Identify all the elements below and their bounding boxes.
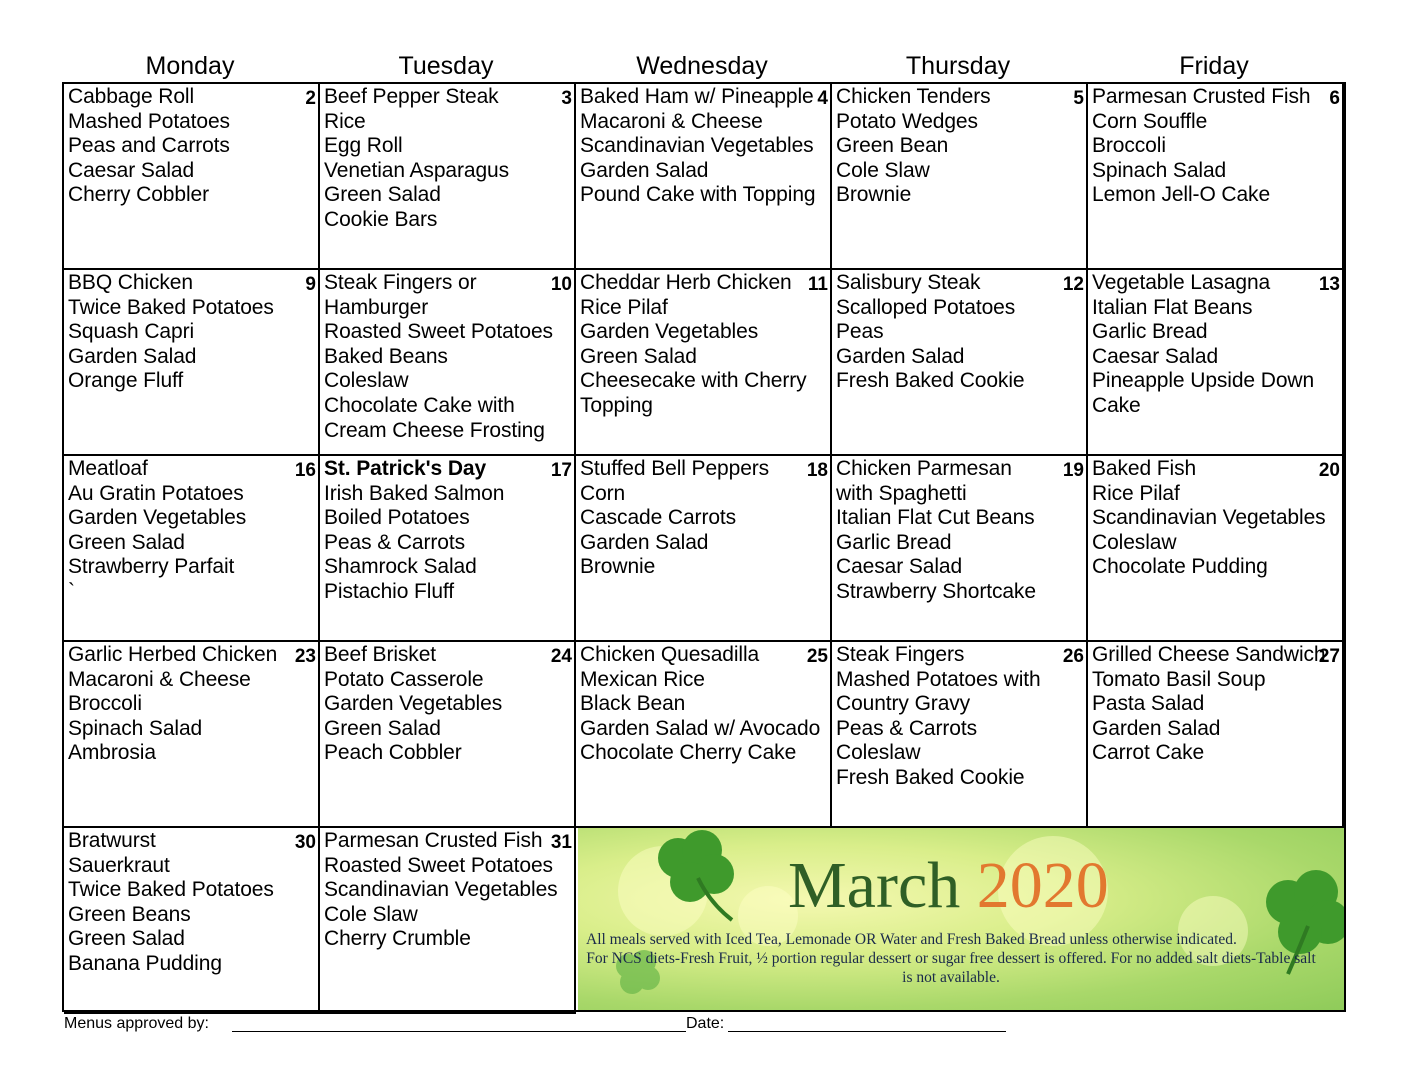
day-number: 4 xyxy=(817,88,828,109)
day-cell xyxy=(320,642,576,828)
menu-item: Grilled Cheese Sandwich xyxy=(1092,643,1326,666)
day-number: 18 xyxy=(806,460,828,481)
menu-item: Garden Salad xyxy=(836,344,965,368)
day-number: 10 xyxy=(550,274,572,295)
day-number: 26 xyxy=(1062,646,1084,667)
menu-item: Broccoli xyxy=(68,692,142,716)
menu-item: Peas xyxy=(836,320,884,344)
menu-item: Strawberry Shortcake xyxy=(836,579,1036,603)
menu-item: Salisbury Steak xyxy=(836,271,981,294)
day-header-friday: Friday xyxy=(1179,52,1249,80)
menu-item: BBQ Chicken xyxy=(68,271,193,294)
menu-item: Green Salad xyxy=(68,927,185,951)
menu-item: Scalloped Potatoes xyxy=(836,295,1016,319)
menu-calendar-grid xyxy=(62,82,1346,1012)
banner-notes xyxy=(586,930,1316,987)
menu-item: Cheesecake with Cherry xyxy=(580,369,807,393)
menu-item: Cherry Cobbler xyxy=(68,183,209,207)
menu-item: Rice Pilaf xyxy=(1092,481,1180,505)
banner-note-drinks: All meals served with Iced Tea, Lemonade OR Water and Fresh Baked Bread unless otherwise indicated. xyxy=(586,931,1237,948)
menu-item: Green Salad xyxy=(580,344,697,368)
menu-item: Bratwurst xyxy=(68,829,156,852)
menu-item: Parmesan Crusted Fish xyxy=(1092,85,1311,108)
menu-item: Spinach Salad xyxy=(1092,158,1227,182)
menu-item: Macaroni & Cheese xyxy=(580,109,763,133)
menu-item: Carrot Cake xyxy=(1092,741,1205,765)
menu-item: Scandinavian Vegetables xyxy=(1092,506,1326,530)
menu-item: Chocolate Pudding xyxy=(1092,555,1268,579)
menu-item: Cake xyxy=(1092,393,1141,417)
day-cell xyxy=(576,642,832,828)
menu-item: Stuffed Bell Peppers xyxy=(580,457,770,480)
menu-item: Au Gratin Potatoes xyxy=(68,481,244,505)
day-number: 16 xyxy=(294,460,316,481)
day-number: 11 xyxy=(807,274,828,295)
banner-note-diets: For NCS diets-Fresh Fruit, ½ portion regular dessert or sugar free dessert is offered. For no added salt diets-Table salt is not available. xyxy=(586,950,1316,986)
menu-item: Cream Cheese Frosting xyxy=(324,418,545,442)
menu-item: Cole Slaw xyxy=(324,902,418,926)
menu-item: Fresh Baked Cookie xyxy=(836,369,1025,393)
day-cell xyxy=(64,270,320,456)
day-cell xyxy=(832,642,1088,828)
menu-item: Pineapple Upside Down xyxy=(1092,369,1315,393)
menu-item: Brownie xyxy=(580,555,656,579)
menu-item: Garden Salad xyxy=(68,344,197,368)
menu-item: Macaroni & Cheese xyxy=(68,667,251,691)
menu-item: Boiled Potatoes xyxy=(324,506,470,530)
menu-item: Fresh Baked Cookie xyxy=(836,765,1025,789)
menu-item: Irish Baked Salmon xyxy=(324,481,505,505)
menu-item: Twice Baked Potatoes xyxy=(68,878,274,902)
menu-item: Italian Flat Beans xyxy=(1092,295,1253,319)
day-number: 6 xyxy=(1329,88,1340,109)
menu-item: Green Salad xyxy=(68,530,185,554)
menu-item: Black Bean xyxy=(580,692,686,716)
day-cell xyxy=(320,828,576,1014)
menu-item: Garden Salad xyxy=(1092,716,1221,740)
menu-item: Coleslaw xyxy=(836,741,921,765)
approved-by-signature-line xyxy=(232,1031,686,1032)
day-number: 19 xyxy=(1062,460,1084,481)
day-cell xyxy=(1088,456,1344,642)
menu-item: Mashed Potatoes with xyxy=(836,667,1041,691)
menu-item: Garden Salad xyxy=(580,158,709,182)
day-number: 12 xyxy=(1062,274,1084,295)
menu-item: Topping xyxy=(580,393,653,417)
menu-item: Country Gravy xyxy=(836,692,971,716)
menu-item: Mexican Rice xyxy=(580,667,705,691)
menu-item: Baked Fish xyxy=(1092,457,1197,480)
day-cell xyxy=(1088,84,1344,270)
day-cell xyxy=(832,84,1088,270)
menu-item: Peas & Carrots xyxy=(836,716,977,740)
day-number: 20 xyxy=(1318,460,1340,481)
banner-year: 2020 xyxy=(976,849,1109,922)
banner-month: March xyxy=(788,849,961,922)
menu-item: Meatloaf xyxy=(68,457,148,480)
menu-item: Pistachio Fluff xyxy=(324,579,455,603)
menu-item: Shamrock Salad xyxy=(324,555,477,579)
day-number: 23 xyxy=(294,646,316,667)
menu-item: Garlic Bread xyxy=(1092,320,1208,344)
menu-item: Chicken Tenders xyxy=(836,85,991,108)
menu-item: Scandinavian Vegetables xyxy=(324,878,558,902)
day-header-thursday: Thursday xyxy=(905,52,1011,80)
menu-item: Garden Salad xyxy=(580,530,709,554)
menu-item: Venetian Asparagus xyxy=(324,158,510,182)
menu-item: Beef Brisket xyxy=(324,643,437,666)
menu-item: Garden Vegetables xyxy=(68,506,247,530)
menu-item: Caesar Salad xyxy=(1092,344,1219,368)
menu-item: Rice xyxy=(324,109,366,133)
menu-item: Rice Pilaf xyxy=(580,295,668,319)
day-number: 9 xyxy=(305,274,316,295)
menu-item: Baked Beans xyxy=(324,344,448,368)
day-cell xyxy=(320,456,576,642)
menu-item: Green Bean xyxy=(836,134,949,158)
menu-item: Baked Ham w/ Pineapple xyxy=(580,85,814,108)
banner-title xyxy=(788,846,1109,926)
menu-item: Coleslaw xyxy=(324,369,409,393)
menu-item: Cookie Bars xyxy=(324,207,438,231)
menu-item: Cole Slaw xyxy=(836,158,930,182)
menu-item: Squash Capri xyxy=(68,320,195,344)
menu-item: Steak Fingers or xyxy=(324,271,477,294)
day-header-wednesday: Wednesday xyxy=(636,52,768,80)
day-cell xyxy=(64,456,320,642)
menu-item: Cherry Crumble xyxy=(324,927,471,951)
day-number: 27 xyxy=(1318,646,1340,667)
menu-item: Hamburger xyxy=(324,295,429,319)
menu-item: Corn xyxy=(580,481,626,505)
menu-item: Garlic Herbed Chicken xyxy=(68,643,278,666)
day-number: 3 xyxy=(561,88,572,109)
approved-by-label: Menus approved by: xyxy=(64,1015,209,1032)
menu-item: Mashed Potatoes xyxy=(68,109,230,133)
date-signature-line xyxy=(728,1031,1006,1032)
day-cell xyxy=(832,270,1088,456)
menu-item: Peach Cobbler xyxy=(324,741,462,765)
menu-item: Corn Souffle xyxy=(1092,109,1208,133)
day-cell xyxy=(64,84,320,270)
menu-item: Banana Pudding xyxy=(68,951,222,975)
menu-item: Egg Roll xyxy=(324,134,403,158)
menu-item: Sauerkraut xyxy=(68,853,170,877)
menu-item: Cheddar Herb Chicken xyxy=(580,271,792,294)
menu-item: Roasted Sweet Potatoes xyxy=(324,320,553,344)
menu-item: Garden Vegetables xyxy=(580,320,759,344)
menu-item: Vegetable Lasagna xyxy=(1092,271,1271,294)
menu-item: Lemon Jell-O Cake xyxy=(1092,183,1271,207)
day-header-monday: Monday xyxy=(145,52,235,80)
day-header-tuesday: Tuesday xyxy=(398,52,494,80)
day-cell xyxy=(320,270,576,456)
menu-item: Garden Salad w/ Avocado xyxy=(580,716,821,740)
menu-item: Cascade Carrots xyxy=(580,506,737,530)
day-number: 25 xyxy=(806,646,828,667)
menu-item: Strawberry Parfait xyxy=(68,555,235,579)
day-number: 2 xyxy=(305,88,316,109)
day-cell xyxy=(320,84,576,270)
day-cell xyxy=(1088,642,1344,828)
menu-item: Caesar Salad xyxy=(836,555,963,579)
day-number: 17 xyxy=(550,460,572,481)
menu-item: Garlic Bread xyxy=(836,530,952,554)
menu-item: Tomato Basil Soup xyxy=(1092,667,1266,691)
menu-item: Ambrosia xyxy=(68,741,156,765)
menu-item: Cabbage Roll xyxy=(68,85,195,108)
menu-item: Chicken Parmesan xyxy=(836,457,1012,480)
shamrock-icon xyxy=(640,828,750,928)
menu-item: Peas & Carrots xyxy=(324,530,465,554)
menu-item: Brownie xyxy=(836,183,912,207)
menu-item: Spinach Salad xyxy=(68,716,203,740)
menu-item: Caesar Salad xyxy=(68,158,195,182)
menu-item: Potato Casserole xyxy=(324,667,484,691)
march-banner xyxy=(578,826,1344,1010)
day-cell xyxy=(1088,270,1344,456)
menu-item: St. Patrick's Day xyxy=(324,457,487,480)
day-cell xyxy=(576,270,832,456)
date-label: Date: xyxy=(686,1015,725,1032)
menu-item: Twice Baked Potatoes xyxy=(68,295,274,319)
menu-item: Chocolate Cake with xyxy=(324,393,515,417)
menu-item: Green Salad xyxy=(324,183,441,207)
day-cell xyxy=(64,828,320,1014)
day-number: 30 xyxy=(294,832,316,853)
day-cell xyxy=(64,642,320,828)
menu-item: Green Beans xyxy=(68,902,191,926)
menu-item: ` xyxy=(68,579,75,603)
menu-item: Pasta Salad xyxy=(1092,692,1205,716)
menu-item: Pound Cake with Topping xyxy=(580,183,816,207)
day-number: 13 xyxy=(1318,274,1340,295)
menu-item: Garden Vegetables xyxy=(324,692,503,716)
menu-item: Peas and Carrots xyxy=(68,134,230,158)
menu-item: Roasted Sweet Potatoes xyxy=(324,853,553,877)
menu-item: Chicken Quesadilla xyxy=(580,643,760,666)
day-number: 24 xyxy=(550,646,572,667)
menu-item: Broccoli xyxy=(1092,134,1166,158)
menu-item: with Spaghetti xyxy=(836,481,967,505)
menu-item: Chocolate Cherry Cake xyxy=(580,741,797,765)
menu-item: Beef Pepper Steak xyxy=(324,85,499,108)
menu-item: Italian Flat Cut Beans xyxy=(836,506,1035,530)
day-cell xyxy=(576,456,832,642)
menu-item: Potato Wedges xyxy=(836,109,978,133)
menu-item: Coleslaw xyxy=(1092,530,1177,554)
menu-item: Scandinavian Vegetables xyxy=(580,134,814,158)
menu-item: Parmesan Crusted Fish xyxy=(324,829,543,852)
day-cell xyxy=(832,456,1088,642)
day-cell xyxy=(576,84,832,270)
menu-item: Steak Fingers xyxy=(836,643,965,666)
day-number: 31 xyxy=(550,832,572,853)
menu-item: Green Salad xyxy=(324,716,441,740)
menu-item: Orange Fluff xyxy=(68,369,184,393)
day-number: 5 xyxy=(1073,88,1084,109)
